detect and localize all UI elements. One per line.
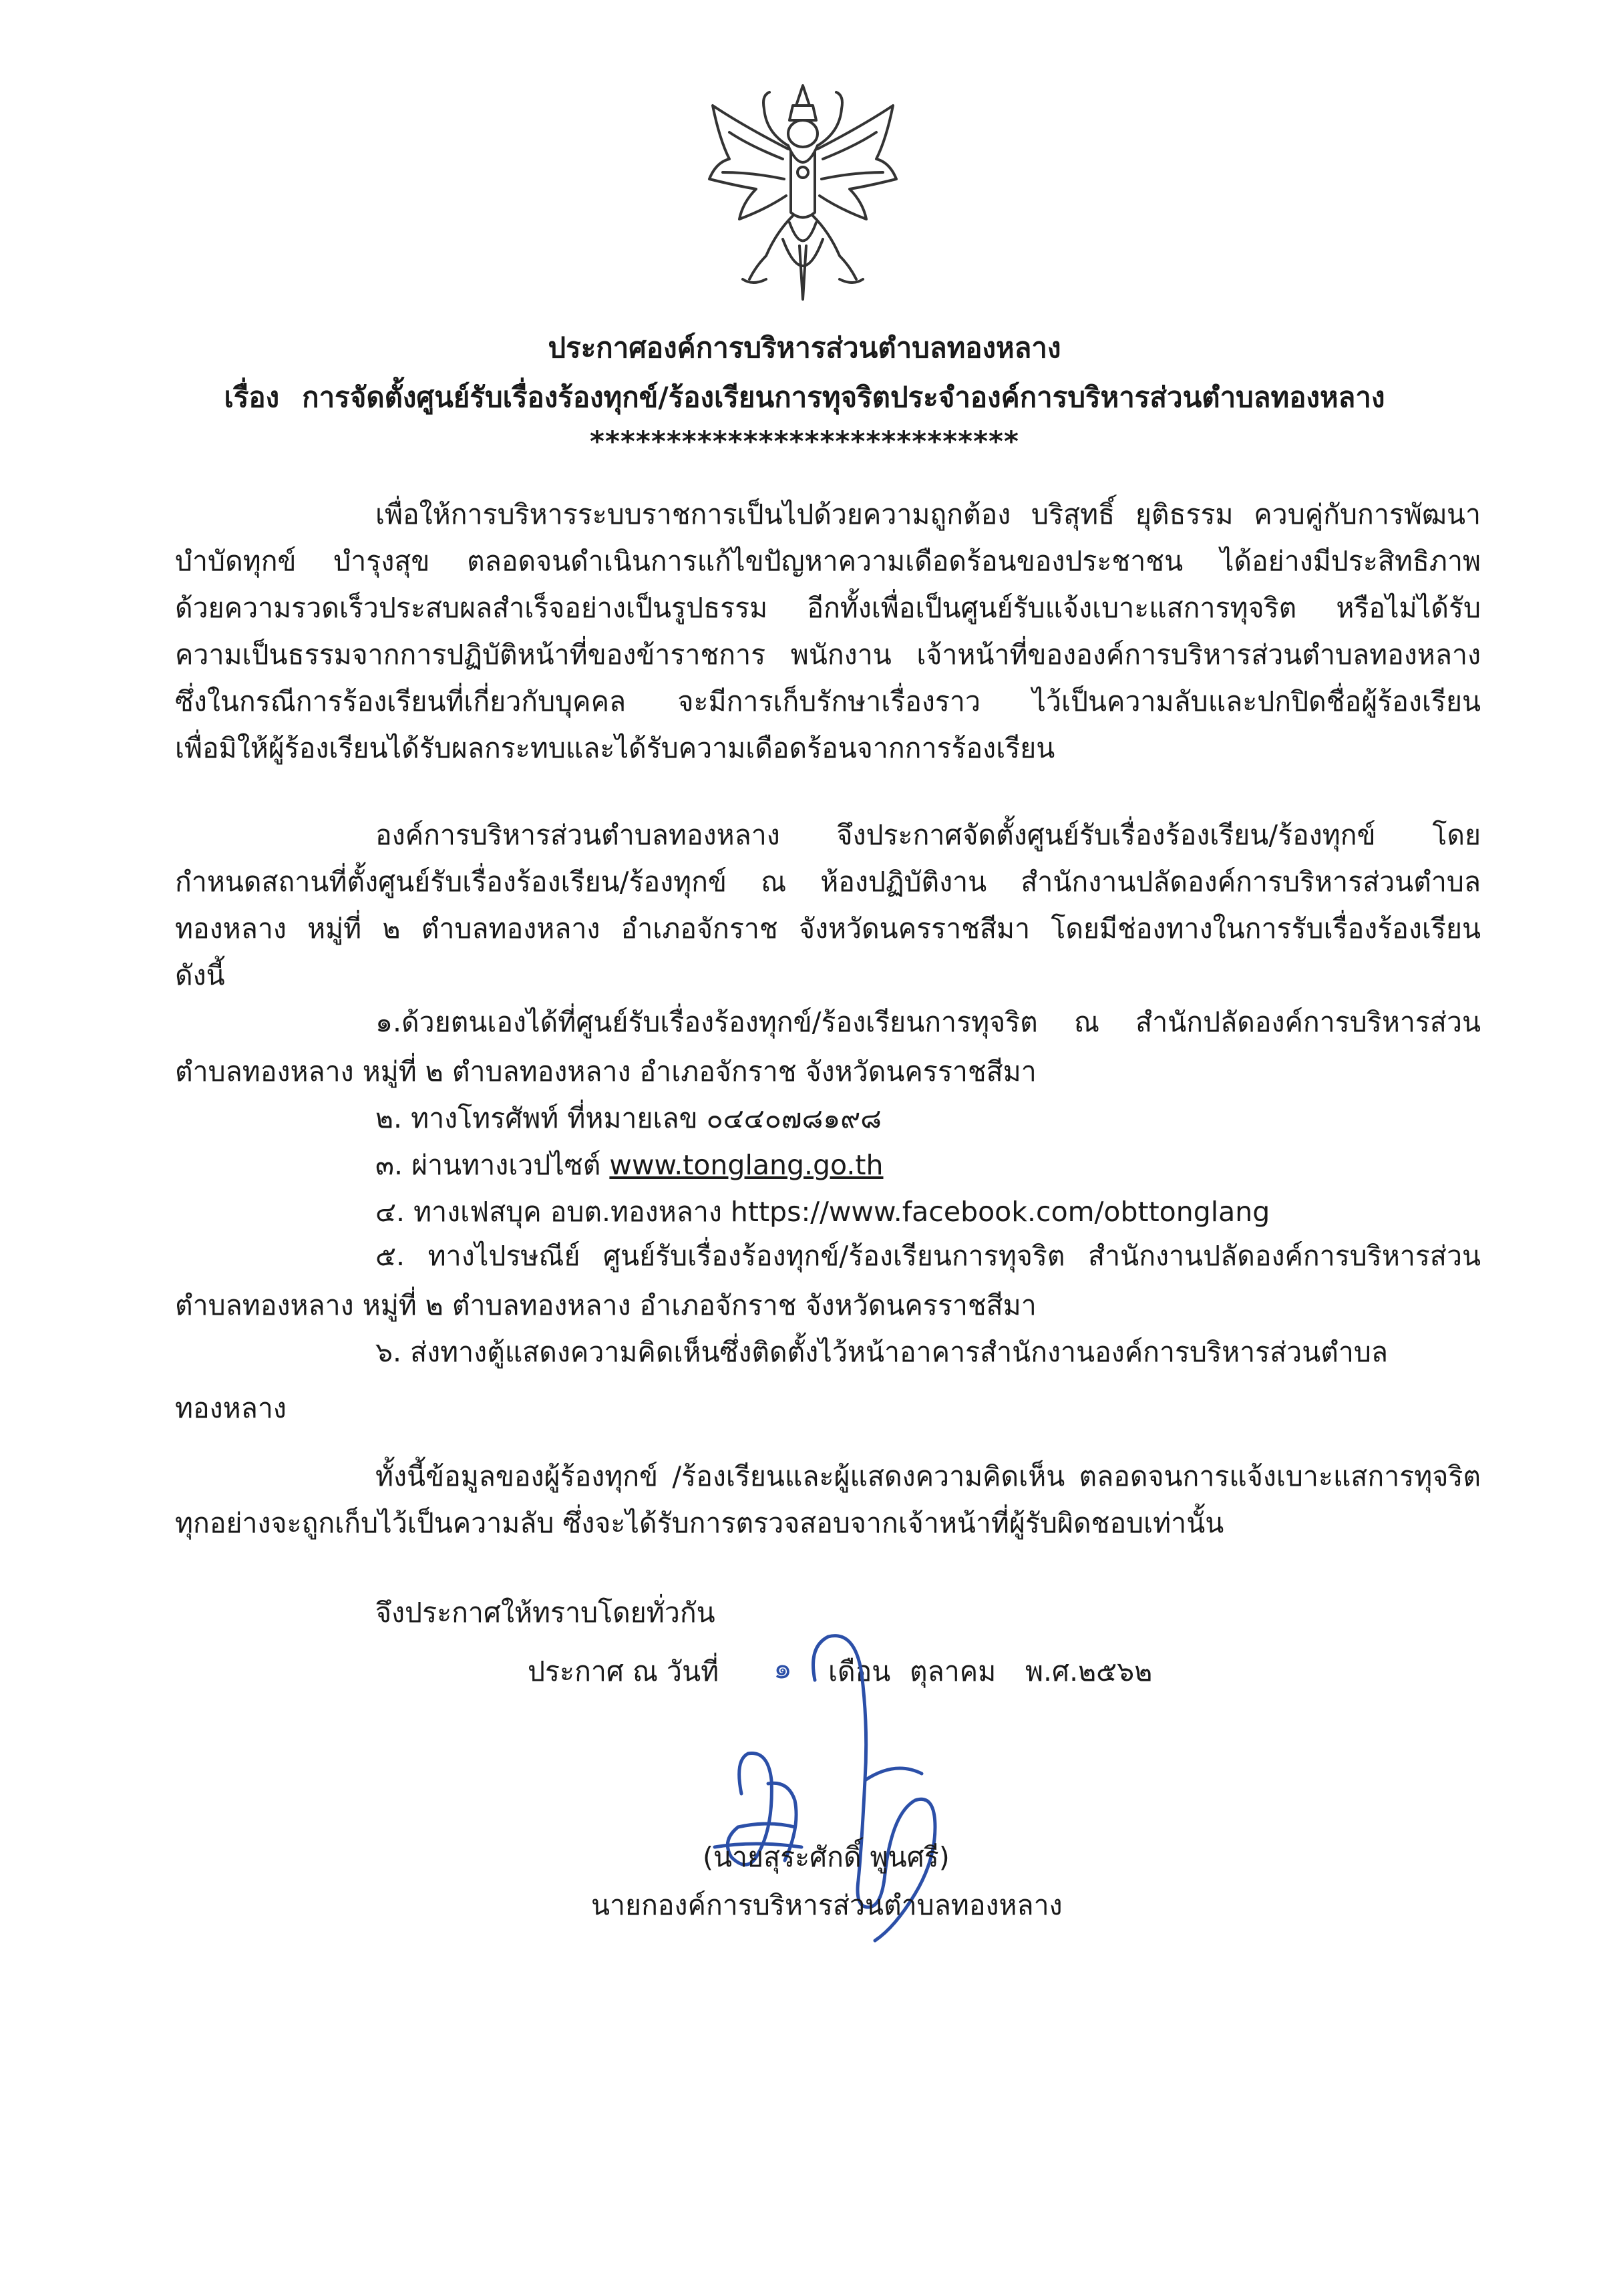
paragraph2-line: องค์การบริหารส่วนตำบลทองหลาง จึงประกาศจัดตั้งศูนย์รับเรื่องร้องเรียน/ร้องทุกข์ โดย	[375, 819, 1481, 851]
channel-item-2: ๒. ทางโทรศัพท์ ที่หมายเลข ๐๔๔๐๗๘๑๙๘	[375, 1102, 882, 1134]
channel-item-6: ๖. ส่งทางตู้แสดงความคิดเห็นซึ่งติดตั้งไว้หน้าอาคารสำนักงานองค์การบริหารส่วนตำบล	[375, 1336, 1389, 1368]
signer-position: นายกองค์การบริหารส่วนตำบลทองหลาง	[591, 1889, 1063, 1921]
paragraph1-line: เพื่อมิให้ผู้ร้องเรียนได้รับผลกระทบและได้รับความเดือดร้อนจากการร้องเรียน	[175, 732, 1055, 764]
channel-item-1-cont: ตำบลทองหลาง หมู่ที่ ๒ ตำบลทองหลาง อำเภอจักราช จังหวัดนครราชสีมา	[175, 1055, 1037, 1088]
channel-item-1: ๑.ด้วยตนเองได้ที่ศูนย์รับเรื่องร้องทุกข์/ร้องเรียนการทุจริต ณ สำนักปลัดองค์การบริหารส่วน	[375, 1006, 1481, 1038]
signer-name: (นายสุระศักดิ์ พูนศรี)	[703, 1841, 950, 1873]
channel-item-3-label: ๓. ผ่านทางเวปไซต์	[375, 1149, 610, 1181]
paragraph1-line: เพื่อให้การบริหารระบบราชการเป็นไปด้วยความถูกต้อง บริสุทธิ์ ยุติธรรม ควบคู่กับการพัฒนา	[375, 498, 1481, 530]
paragraph2-line: กำหนดสถานที่ตั้งศูนย์รับเรื่องร้องเรียน/ร้องทุกข์ ณ ห้องปฏิบัติงาน สำนักงานปลัดองค์การบริหารส่วนตำบล	[175, 866, 1481, 898]
subject-text: การจัดตั้งศูนย์รับเรื่องร้องทุกข์/ร้องเรียนการทุจริตประจำองค์การบริหารส่วนตำบลทองหลาง	[302, 381, 1385, 414]
paragraph1-line: ความเป็นธรรมจากการปฏิบัติหน้าที่ของข้าราชการ พนักงาน เจ้าหน้าที่ขององค์การบริหารส่วนตำบลทองหลาง	[175, 639, 1481, 671]
announce-date-month: ตุลาคม	[910, 1655, 997, 1687]
channel-item-5-cont: ตำบลทองหลาง หมู่ที่ ๒ ตำบลทองหลาง อำเภอจักราช จังหวัดนครราชสีมา	[175, 1289, 1037, 1321]
paragraph2-line: ดังนี้	[175, 959, 225, 991]
announce-date-year: พ.ศ.๒๕๖๒	[1025, 1655, 1153, 1687]
paragraph3-line: ทั้งนี้ข้อมูลของผู้ร้องทุกข์ /ร้องเรียนและผู้แสดงความคิดเห็น ตลอดจนการแจ้งเบาะแสการทุจริต	[375, 1460, 1481, 1492]
header-separator: ****************************	[590, 425, 1019, 458]
paragraph2-line: ทองหลาง หมู่ที่ ๒ ตำบลทองหลาง อำเภอจักราช จังหวัดนครราชสีมา โดยมีช่องทางในการรับเรื่องร้องเรียน	[175, 913, 1481, 945]
website-link[interactable]: www.tonglang.go.th	[609, 1149, 884, 1181]
closing-statement: จึงประกาศให้ทราบโดยทั่วกัน	[375, 1597, 715, 1629]
channel-item-5: ๕. ทางไปรษณีย์ ศูนย์รับเรื่องร้องทุกข์/ร้องเรียนการทุจริต สำนักงานปลัดองค์การบริหารส่วน	[375, 1240, 1481, 1272]
channel-item-4: ๔. ทางเฟสบุค อบต.ทองหลาง https://www.facebook.com/obttonglang	[375, 1196, 1270, 1228]
subject-label: เรื่อง	[224, 381, 280, 414]
paragraph3-line: ทุกอย่างจะถูกเก็บไว้เป็นความลับ ซึ่งจะได้รับการตรวจสอบจากเจ้าหน้าที่ผู้รับผิดชอบเท่านั้น	[175, 1507, 1224, 1539]
channel-item-3	[375, 1144, 884, 1187]
channel-item-6-cont: ทองหลาง	[175, 1392, 287, 1424]
garuda-emblem-icon	[703, 79, 903, 306]
paragraph1-line: ซึ่งในกรณีการร้องเรียนที่เกี่ยวกับบุคคล จะมีการเก็บรักษาเรื่องราว ไว้เป็นความลับและปกปิดชื่อผู้ร้องเรียน	[175, 685, 1481, 717]
announce-date-day: ๑	[773, 1651, 792, 1685]
announce-date-month-label: เดือน	[828, 1655, 891, 1687]
announce-date-prefix: ประกาศ ณ วันที่	[528, 1655, 719, 1687]
announcement-subject	[0, 375, 1609, 420]
paragraph1-line: บำบัดทุกข์ บำรุงสุข ตลอดจนดำเนินการแก้ไขปัญหาความเดือดร้อนของประชาชน ได้อย่างมีประสิทธิภาพ	[175, 545, 1481, 577]
paragraph1-line: ด้วยความรวดเร็วประสบผลสำเร็จอย่างเป็นรูปธรรม อีกทั้งเพื่อเป็นศูนย์รับแจ้งเบาะแสการทุจริต หรือไม่ได้รับ	[175, 592, 1481, 624]
announcement-title: ประกาศองค์การบริหารส่วนตำบลทองหลาง	[548, 331, 1061, 364]
